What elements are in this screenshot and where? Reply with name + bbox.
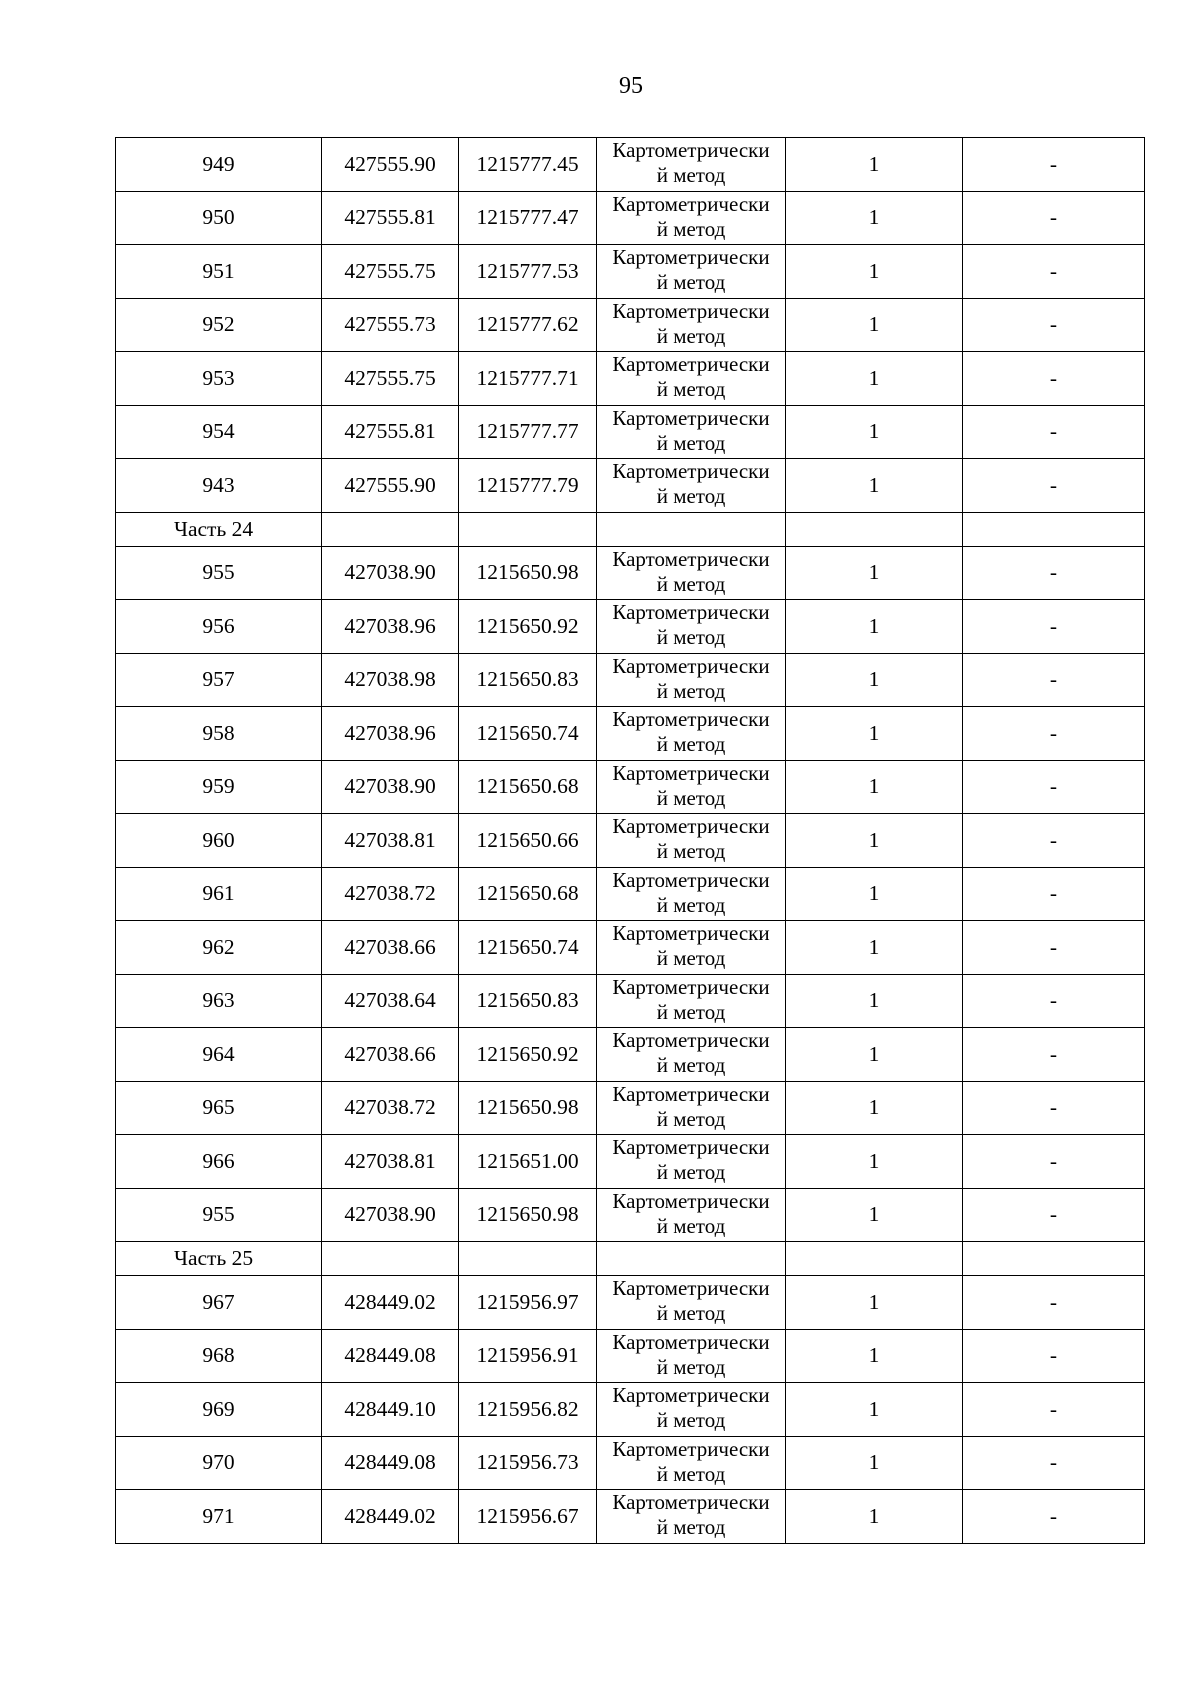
note-cell: - [963, 298, 1145, 352]
accuracy-cell: 1 [786, 653, 963, 707]
method-text-line: й метод [656, 430, 726, 455]
table-row [116, 405, 1145, 459]
method-text-line: й метод [656, 839, 726, 864]
accuracy-cell: 1 [786, 298, 963, 352]
accuracy-cell: 1 [786, 191, 963, 245]
table-row [116, 459, 1145, 513]
table-row [116, 245, 1145, 299]
method-text [597, 1276, 785, 1326]
note-cell: - [963, 138, 1145, 192]
point-number-cell: 952 [116, 298, 322, 352]
method-cell [597, 352, 786, 406]
empty-cell [963, 512, 1145, 546]
x-coordinate-cell: 427038.72 [322, 1081, 459, 1135]
method-text-line: й метод [656, 1515, 726, 1540]
note-cell: - [963, 921, 1145, 975]
method-text-line: й метод [656, 678, 726, 703]
method-cell [597, 1329, 786, 1383]
method-text-line: Картометрически [612, 1081, 770, 1106]
method-text-line: Картометрически [612, 1135, 770, 1160]
x-coordinate-cell: 427038.72 [322, 867, 459, 921]
method-text-line: Картометрически [612, 1028, 770, 1053]
method-cell [597, 1028, 786, 1082]
x-coordinate-cell: 427555.90 [322, 459, 459, 513]
method-text-line: Картометрически [612, 298, 770, 323]
method-cell [597, 707, 786, 761]
method-text-line: Картометрически [612, 1436, 770, 1461]
y-coordinate-cell: 1215777.53 [459, 245, 597, 299]
method-text-line: й метод [656, 1461, 726, 1486]
x-coordinate-cell: 427555.73 [322, 298, 459, 352]
method-text-line: Картометрически [612, 1490, 770, 1515]
method-text-line: Картометрически [612, 459, 770, 484]
x-coordinate-cell: 427038.81 [322, 814, 459, 868]
y-coordinate-cell: 1215956.67 [459, 1490, 597, 1544]
part-label: Часть 25 [116, 1242, 322, 1276]
point-number-cell: 964 [116, 1028, 322, 1082]
point-number-cell: 954 [116, 405, 322, 459]
method-text-line: Картометрически [612, 814, 770, 839]
point-number-cell: 960 [116, 814, 322, 868]
method-text [597, 707, 785, 757]
note-cell: - [963, 546, 1145, 600]
accuracy-cell: 1 [786, 1490, 963, 1544]
y-coordinate-cell: 1215650.83 [459, 974, 597, 1028]
page-number: 95 [619, 73, 643, 99]
method-text [597, 1383, 785, 1433]
note-cell: - [963, 707, 1145, 761]
table-row [116, 191, 1145, 245]
table-row [116, 1329, 1145, 1383]
table-row [116, 600, 1145, 654]
method-text [597, 192, 785, 242]
method-text-line: й метод [656, 999, 726, 1024]
x-coordinate-cell: 427038.98 [322, 653, 459, 707]
method-cell [597, 138, 786, 192]
y-coordinate-cell: 1215650.92 [459, 1028, 597, 1082]
accuracy-cell: 1 [786, 974, 963, 1028]
method-text-line: Картометрически [612, 1276, 770, 1301]
method-text-line: й метод [656, 323, 726, 348]
table-row [116, 1081, 1145, 1135]
table-row [116, 352, 1145, 406]
method-text [597, 352, 785, 402]
y-coordinate-cell: 1215956.91 [459, 1329, 597, 1383]
note-cell: - [963, 1276, 1145, 1330]
method-text-line: Картометрически [612, 1383, 770, 1408]
method-cell [597, 600, 786, 654]
empty-cell [786, 1242, 963, 1276]
method-text-line: Картометрически [612, 405, 770, 430]
x-coordinate-cell: 427038.96 [322, 600, 459, 654]
point-number-cell: 955 [116, 1188, 322, 1242]
method-cell [597, 1276, 786, 1330]
note-cell: - [963, 1135, 1145, 1189]
point-number-cell: 965 [116, 1081, 322, 1135]
method-cell [597, 921, 786, 975]
method-cell [597, 298, 786, 352]
method-text-line: Картометрически [612, 974, 770, 999]
coordinates-table [115, 137, 1145, 1544]
empty-cell [786, 512, 963, 546]
x-coordinate-cell: 428449.08 [322, 1436, 459, 1490]
method-text-line: й метод [656, 1408, 726, 1433]
accuracy-cell: 1 [786, 1081, 963, 1135]
method-cell [597, 1436, 786, 1490]
method-text-line: й метод [656, 163, 726, 188]
y-coordinate-cell: 1215650.74 [459, 707, 597, 761]
method-cell [597, 1081, 786, 1135]
point-number-cell: 943 [116, 459, 322, 513]
accuracy-cell: 1 [786, 921, 963, 975]
method-text-line: й метод [656, 1213, 726, 1238]
y-coordinate-cell: 1215650.98 [459, 1188, 597, 1242]
method-cell [597, 1490, 786, 1544]
note-cell: - [963, 405, 1145, 459]
x-coordinate-cell: 428449.02 [322, 1490, 459, 1544]
accuracy-cell: 1 [786, 1329, 963, 1383]
y-coordinate-cell: 1215956.97 [459, 1276, 597, 1330]
method-text-line: Картометрически [612, 1188, 770, 1213]
method-text [597, 600, 785, 650]
note-cell: - [963, 1081, 1145, 1135]
method-text [597, 761, 785, 811]
point-number-cell: 955 [116, 546, 322, 600]
method-text [597, 138, 785, 188]
method-cell [597, 191, 786, 245]
point-number-cell: 962 [116, 921, 322, 975]
y-coordinate-cell: 1215777.77 [459, 405, 597, 459]
method-text-line: й метод [656, 1053, 726, 1078]
method-text-line: Картометрически [612, 245, 770, 270]
part-header-row [116, 512, 1145, 546]
accuracy-cell: 1 [786, 1436, 963, 1490]
accuracy-cell: 1 [786, 1188, 963, 1242]
method-cell [597, 1383, 786, 1437]
empty-cell [459, 512, 597, 546]
y-coordinate-cell: 1215650.68 [459, 867, 597, 921]
note-cell: - [963, 352, 1145, 406]
x-coordinate-cell: 427038.66 [322, 921, 459, 975]
accuracy-cell: 1 [786, 546, 963, 600]
table-row [116, 921, 1145, 975]
note-cell: - [963, 600, 1145, 654]
method-text-line: Картометрически [612, 191, 770, 216]
method-text-line: й метод [656, 1106, 726, 1131]
accuracy-cell: 1 [786, 1383, 963, 1437]
empty-cell [322, 512, 459, 546]
point-number-cell: 969 [116, 1383, 322, 1437]
method-cell [597, 867, 786, 921]
accuracy-cell: 1 [786, 138, 963, 192]
point-number-cell: 966 [116, 1135, 322, 1189]
y-coordinate-cell: 1215650.98 [459, 546, 597, 600]
empty-cell [597, 512, 786, 546]
note-cell: - [963, 245, 1145, 299]
note-cell: - [963, 1329, 1145, 1383]
x-coordinate-cell: 427038.81 [322, 1135, 459, 1189]
coordinates-table-body [116, 138, 1145, 1544]
table-row [116, 1028, 1145, 1082]
point-number-cell: 949 [116, 138, 322, 192]
method-text-line: Картометрически [612, 138, 770, 163]
table-row [116, 653, 1145, 707]
method-text-line: й метод [656, 946, 726, 971]
method-text-line: Картометрически [612, 707, 770, 732]
table-row [116, 1383, 1145, 1437]
y-coordinate-cell: 1215777.47 [459, 191, 597, 245]
note-cell: - [963, 1188, 1145, 1242]
x-coordinate-cell: 427038.64 [322, 974, 459, 1028]
accuracy-cell: 1 [786, 352, 963, 406]
method-text-line: Картометрически [612, 653, 770, 678]
y-coordinate-cell: 1215650.66 [459, 814, 597, 868]
x-coordinate-cell: 428449.10 [322, 1383, 459, 1437]
note-cell: - [963, 974, 1145, 1028]
y-coordinate-cell: 1215650.68 [459, 760, 597, 814]
table-row [116, 1135, 1145, 1189]
point-number-cell: 956 [116, 600, 322, 654]
method-text [597, 921, 785, 971]
point-number-cell: 968 [116, 1329, 322, 1383]
y-coordinate-cell: 1215777.79 [459, 459, 597, 513]
note-cell: - [963, 1383, 1145, 1437]
part-label: Часть 24 [116, 512, 322, 546]
x-coordinate-cell: 427555.81 [322, 191, 459, 245]
accuracy-cell: 1 [786, 1028, 963, 1082]
y-coordinate-cell: 1215956.82 [459, 1383, 597, 1437]
x-coordinate-cell: 427555.75 [322, 352, 459, 406]
table-row [116, 814, 1145, 868]
method-text-line: й метод [656, 785, 726, 810]
method-cell [597, 546, 786, 600]
table-row [116, 138, 1145, 192]
accuracy-cell: 1 [786, 1135, 963, 1189]
x-coordinate-cell: 427038.96 [322, 707, 459, 761]
method-text [597, 1135, 785, 1185]
method-text-line: й метод [656, 484, 726, 509]
x-coordinate-cell: 427038.90 [322, 546, 459, 600]
method-text-line: й метод [656, 1354, 726, 1379]
method-text [597, 1437, 785, 1487]
accuracy-cell: 1 [786, 707, 963, 761]
empty-cell [459, 1242, 597, 1276]
empty-cell [597, 1242, 786, 1276]
point-number-cell: 951 [116, 245, 322, 299]
x-coordinate-cell: 428449.08 [322, 1329, 459, 1383]
method-text [597, 868, 785, 918]
note-cell: - [963, 814, 1145, 868]
method-text-line: й метод [656, 216, 726, 241]
point-number-cell: 950 [116, 191, 322, 245]
method-text-line: Картометрически [612, 921, 770, 946]
method-cell [597, 974, 786, 1028]
method-cell [597, 1188, 786, 1242]
note-cell: - [963, 1028, 1145, 1082]
method-cell [597, 653, 786, 707]
method-text [597, 547, 785, 597]
point-number-cell: 959 [116, 760, 322, 814]
method-cell [597, 459, 786, 513]
empty-cell [963, 1242, 1145, 1276]
y-coordinate-cell: 1215777.45 [459, 138, 597, 192]
x-coordinate-cell: 427038.90 [322, 1188, 459, 1242]
note-cell: - [963, 1490, 1145, 1544]
accuracy-cell: 1 [786, 245, 963, 299]
method-cell [597, 405, 786, 459]
method-text [597, 299, 785, 349]
method-text-line: й метод [656, 1301, 726, 1326]
method-text-line: й метод [656, 732, 726, 757]
y-coordinate-cell: 1215956.73 [459, 1436, 597, 1490]
method-text [597, 406, 785, 456]
method-cell [597, 245, 786, 299]
method-cell [597, 760, 786, 814]
method-text [597, 459, 785, 509]
method-text [597, 654, 785, 704]
x-coordinate-cell: 428449.02 [322, 1276, 459, 1330]
method-text [597, 245, 785, 295]
note-cell: - [963, 760, 1145, 814]
accuracy-cell: 1 [786, 814, 963, 868]
table-row [116, 867, 1145, 921]
y-coordinate-cell: 1215651.00 [459, 1135, 597, 1189]
accuracy-cell: 1 [786, 760, 963, 814]
table-row [116, 760, 1145, 814]
method-text-line: Картометрически [612, 600, 770, 625]
method-text [597, 1082, 785, 1132]
point-number-cell: 958 [116, 707, 322, 761]
accuracy-cell: 1 [786, 1276, 963, 1330]
point-number-cell: 970 [116, 1436, 322, 1490]
y-coordinate-cell: 1215650.98 [459, 1081, 597, 1135]
point-number-cell: 971 [116, 1490, 322, 1544]
point-number-cell: 963 [116, 974, 322, 1028]
method-text [597, 1189, 785, 1239]
method-text-line: й метод [656, 892, 726, 917]
y-coordinate-cell: 1215777.62 [459, 298, 597, 352]
method-cell [597, 1135, 786, 1189]
method-text-line: Картометрически [612, 1329, 770, 1354]
empty-cell [322, 1242, 459, 1276]
table-row [116, 298, 1145, 352]
point-number-cell: 953 [116, 352, 322, 406]
note-cell: - [963, 653, 1145, 707]
method-text [597, 814, 785, 864]
method-text-line: Картометрически [612, 352, 770, 377]
method-text-line: Картометрически [612, 760, 770, 785]
method-text-line: й метод [656, 270, 726, 295]
method-text [597, 1330, 785, 1380]
accuracy-cell: 1 [786, 867, 963, 921]
point-number-cell: 961 [116, 867, 322, 921]
x-coordinate-cell: 427555.81 [322, 405, 459, 459]
table-row [116, 1490, 1145, 1544]
method-text-line: й метод [656, 377, 726, 402]
table-row [116, 546, 1145, 600]
accuracy-cell: 1 [786, 459, 963, 513]
method-text-line: й метод [656, 1160, 726, 1185]
method-text-line: Картометрически [612, 867, 770, 892]
note-cell: - [963, 867, 1145, 921]
method-text [597, 975, 785, 1025]
part-header-row [116, 1242, 1145, 1276]
accuracy-cell: 1 [786, 405, 963, 459]
method-text-line: й метод [656, 625, 726, 650]
y-coordinate-cell: 1215650.74 [459, 921, 597, 975]
x-coordinate-cell: 427555.90 [322, 138, 459, 192]
x-coordinate-cell: 427038.66 [322, 1028, 459, 1082]
method-text-line: й метод [656, 571, 726, 596]
x-coordinate-cell: 427555.75 [322, 245, 459, 299]
note-cell: - [963, 459, 1145, 513]
accuracy-cell: 1 [786, 600, 963, 654]
note-cell: - [963, 191, 1145, 245]
method-cell [597, 814, 786, 868]
method-text [597, 1028, 785, 1078]
table-row [116, 1188, 1145, 1242]
y-coordinate-cell: 1215777.71 [459, 352, 597, 406]
table-row [116, 707, 1145, 761]
y-coordinate-cell: 1215650.92 [459, 600, 597, 654]
table-row [116, 1276, 1145, 1330]
point-number-cell: 957 [116, 653, 322, 707]
method-text-line: Картометрически [612, 546, 770, 571]
method-text [597, 1490, 785, 1540]
x-coordinate-cell: 427038.90 [322, 760, 459, 814]
y-coordinate-cell: 1215650.83 [459, 653, 597, 707]
point-number-cell: 967 [116, 1276, 322, 1330]
table-row [116, 1436, 1145, 1490]
note-cell: - [963, 1436, 1145, 1490]
table-row [116, 974, 1145, 1028]
